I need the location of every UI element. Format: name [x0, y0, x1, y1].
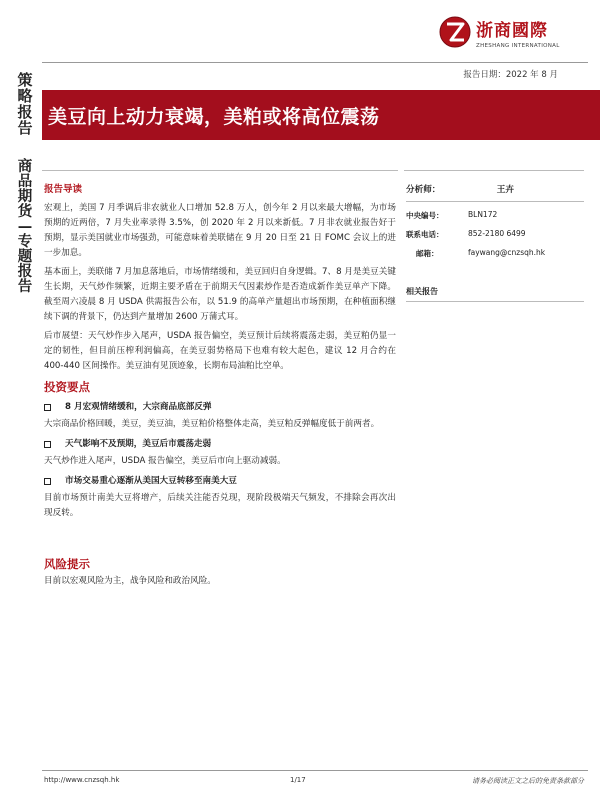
- company-logo: [438, 10, 588, 56]
- logo-name-cn: 浙商國際: [476, 21, 548, 41]
- analyst-id-row: [406, 210, 584, 221]
- logo-name-en: ZHESHANG INTERNATIONAL: [476, 43, 560, 49]
- point-title: [44, 474, 396, 489]
- main-content: [44, 182, 396, 593]
- analyst-id-label: 中央编号：: [406, 211, 444, 220]
- report-date: 报告日期：2022 年 8 月: [463, 70, 558, 80]
- point-text: 目前市场预计南美大豆将增产，后续关注能否兑现，现阶段极端天气频发，不排除会再次出现反转。: [44, 493, 396, 518]
- guide-paragraph-outlook: 后市展望：天气炒作步入尾声，USDA 报告偏空，美豆预计后续将震荡走弱，美豆粕仍显一定的韧性，但目前压榨利润偏高，在美豆弱势格局下也难有较大起色，建议 12 月合约在 400-440 区间操作。美豆油有见顶迹象，长期布局油粕比空单。: [44, 331, 396, 371]
- point-title-text: 8 月宏观情绪缓和，大宗商品底部反弹: [65, 402, 212, 412]
- point-text: 天气炒作进入尾声，USDA 报告偏空，美豆后市向上驱动减弱。: [44, 456, 286, 466]
- analyst-name: 王卉: [496, 185, 514, 195]
- point-title-text: 天气影响不及预期，美豆后市震荡走弱: [65, 439, 212, 449]
- analyst-email-row: [406, 248, 584, 259]
- footer-disclaimer: 请务必阅读正文之后的免责条款部分: [472, 777, 584, 785]
- point-text: 大宗商品价格回暖，美豆，美豆油，美豆粕价格整体走高，美豆粕反弹幅度低于前两者。: [44, 419, 380, 429]
- analyst-panel: [406, 183, 584, 302]
- side-label-report-type: 策略报告: [17, 71, 33, 137]
- analyst-phone-label: 联系电话：: [406, 230, 444, 239]
- footer-divider: [42, 770, 588, 771]
- analyst-phone-row: [406, 229, 584, 240]
- side-divider: [404, 170, 584, 171]
- related-reports-heading: 相关报告: [406, 286, 584, 302]
- side-label-category: 商品期货 — 专题报告: [17, 159, 33, 295]
- checkbox-square-icon: [44, 404, 51, 411]
- header-divider: [42, 62, 588, 63]
- risk-text: 目前以宏观风险为主，战争风险和政治风险。: [44, 576, 216, 586]
- point-title-text: 市场交易重心逐渐从美国大豆转移至南美大豆: [65, 476, 237, 486]
- analyst-phone-value: 852-2180 6499: [468, 229, 526, 238]
- point-title: [44, 437, 396, 452]
- main-divider: [42, 170, 398, 171]
- points-heading: 投资要点: [44, 380, 90, 394]
- point-title: [44, 400, 396, 415]
- checkbox-square-icon: [44, 478, 51, 485]
- footer-site-link[interactable]: http://www.cnzsqh.hk: [44, 776, 120, 784]
- analyst-email-link[interactable]: faywang@cnzsqh.hk: [468, 248, 546, 257]
- guide-paragraph-fundamentals: 基本面上，美联储 7 月加息落地后，市场情绪缓和，美豆回归自身逻辑。7、8 月是美豆关键生长期，天气炒作频繁，近期主要矛盾在于前期天气因素炒作是否造成新作美豆单产下降。截至周六凌晨 8 月 USDA 供需报告公布，以 51.9 的高单产量超出市场预期，在种植面积继续下调的背景下，仍达到产量增加 2600 万蒲式耳。: [44, 267, 396, 322]
- page-title: 美豆向上动力衰竭，美粕或将高位震荡: [48, 106, 380, 128]
- analyst-id-value: BLN172: [468, 210, 498, 219]
- guide-paragraph-macro: 宏观上，美国 7 月季调后非农就业人口增加 52.8 万人，创今年 2 月以来最大增幅，为市场预期的近两倍，7 月失业率录得 3.5%，创 2020 年 2 月以来新低。7 月非农就业报告好于预期，显示美国就业市场强劲，可能意味着美联储在 9 月 20 日至 21 日 FOMC 会议上的进一步加息。: [44, 203, 396, 258]
- guide-heading: 报告导读: [44, 184, 83, 195]
- risk-heading: 风险提示: [44, 557, 90, 571]
- analyst-label: 分析师：: [406, 185, 441, 195]
- title-banner: [42, 90, 600, 140]
- analyst-header: [406, 183, 584, 202]
- logo-mark-icon: [438, 12, 472, 52]
- analyst-email-label: 邮箱：: [416, 249, 439, 258]
- page-number: 1/17: [290, 776, 306, 784]
- checkbox-square-icon: [44, 441, 51, 448]
